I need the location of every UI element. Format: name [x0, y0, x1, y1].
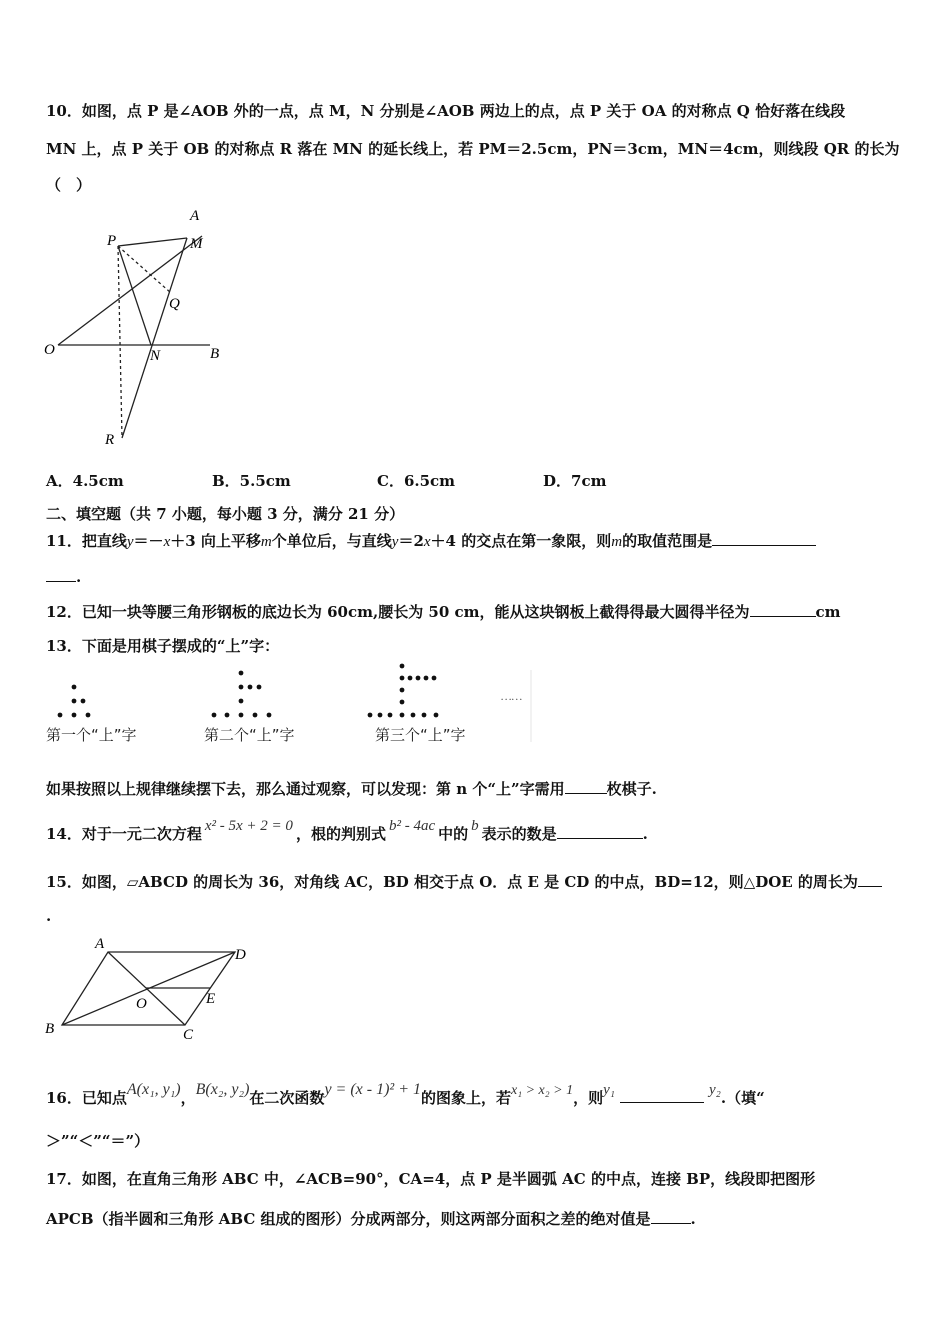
q11-eq1d: ＋3 向上平移: [170, 532, 261, 550]
q17-line1: 17．如图，在直角三角形 ABC 中，∠ACB=90°，CA=4，点 P 是半圆弧 AC 的中点，连接 BP，线段即把图形: [46, 1170, 816, 1188]
q16-y1: y₁: [603, 1082, 615, 1098]
q10-option-d: D．7cm: [543, 472, 607, 490]
q16-condition: x₁ > x₂ > 1: [511, 1083, 574, 1098]
q15-label-E: E: [206, 991, 216, 1007]
q10-label-Q: Q: [169, 296, 180, 312]
q14-discriminant: b² - 4ac: [388, 818, 436, 834]
q13-line: 13．下面是用棋子摆成的“上”字：: [46, 637, 280, 655]
q10-label-P: P: [107, 233, 117, 249]
q11-answer-blank[interactable]: [712, 529, 816, 546]
q15-answer-blank[interactable]: [858, 870, 882, 887]
q10-label-B: B: [210, 346, 220, 362]
q12-text: 12．已知一块等腰三角形钢板的底边长为 60cm,腰长为 50 cm，能从这块钢板上截得得最大圆得半径为: [46, 603, 750, 621]
q13-follow-text: 如果按照以上规律继续摆下去，那么通过观察，可以发现：第 n 个“上”字需用: [46, 780, 565, 798]
q11-line2: [46, 565, 906, 587]
q13-answer-blank[interactable]: [565, 777, 607, 794]
q13-caption-2: 第二个“上”字: [204, 726, 295, 744]
q11-var-m2: m: [611, 534, 623, 550]
q16-mid: 在二次函数: [249, 1089, 325, 1107]
q14-equation: x² - 5x + 2 = 0: [204, 818, 293, 834]
q16-function: y = (x - 1)² + 1: [324, 1081, 422, 1098]
q10-line1: 10．如图，点 P 是∠AOB 外的一点，点 M，N 分别是∠AOB 两边上的点，点 P 关于 OA 的对称点 Q 恰好落在线段: [46, 102, 846, 120]
q11-var-y1: y: [126, 534, 134, 550]
q16-answer-blank[interactable]: [620, 1086, 704, 1103]
q10-label-R: R: [105, 432, 115, 448]
q15-label-D: D: [235, 947, 246, 963]
q10-figure: [30, 200, 240, 450]
q16-point-A: A(x₁, y₁): [126, 1081, 181, 1098]
q10-option-a: A．4.5cm: [46, 472, 124, 490]
q15-figure: [40, 930, 260, 1045]
q16-mid2: 的图象上，若: [421, 1089, 512, 1107]
q11-line1: [46, 529, 906, 552]
q16-fill: .（填“: [720, 1089, 765, 1107]
q11-eq2b: ＝2: [398, 532, 424, 550]
q16-prefix: 16．已知点: [46, 1089, 127, 1107]
q13-caption-1: 第一个“上”字: [46, 726, 137, 744]
q13-ellipsis: ……: [501, 689, 523, 703]
q15-label-O: O: [136, 996, 147, 1012]
q12-line: [46, 600, 906, 622]
q11-answer-blank-cont[interactable]: [46, 565, 76, 582]
q16-then: ，则: [573, 1089, 604, 1107]
q14-answer-blank[interactable]: [557, 822, 643, 839]
q17-text: APCB（指半圆和三角形 ABC 组成的图形）分成两部分，则这两部分面积之差的绝对值是: [46, 1210, 651, 1228]
q14-suffix: 表示的数是: [481, 825, 557, 843]
q11-suffix: 的取值范围是: [622, 532, 713, 550]
q14-mid2: 中的: [438, 825, 469, 843]
q16-point-B: B(x₂, y₂): [195, 1081, 250, 1098]
q11-eq1b: ＝－: [133, 532, 164, 550]
q15-text: 15．如图，▱ABCD 的周长为 36，对角线 AC，BD 相交于点 O．点 E 是 CD 的中点，BD=12，则△DOE 的周长为: [46, 873, 858, 891]
q16-comma: ，: [180, 1089, 196, 1107]
q16-line1: [46, 1081, 906, 1110]
q11-var-m1: m: [260, 534, 272, 550]
q10-label-A: A: [190, 208, 200, 224]
q10-line2: MN 上，点 P 关于 OB 的对称点 R 落在 MN 的延长线上，若 PM＝2.5cm，PN＝3cm，MN＝4cm，则线段 QR 的长为: [46, 140, 900, 158]
q10-label-N: N: [150, 348, 161, 364]
q10-label-O: O: [44, 342, 55, 358]
q17-answer-blank[interactable]: [651, 1207, 691, 1224]
q14-mid: ，根的判别式: [295, 825, 386, 843]
q15-label-B: B: [45, 1021, 55, 1037]
q14-end: .: [642, 825, 648, 843]
q13-follow-end: 枚棋子.: [606, 780, 657, 798]
q15-label-A: A: [95, 936, 105, 952]
q14-prefix: 14．对于一元二次方程: [46, 825, 202, 843]
section-heading: 二、填空题（共 7 小题，每小题 3 分，满分 21 分）: [46, 505, 405, 523]
q16-y2: y₂: [708, 1082, 721, 1098]
q11-eq2d: ＋4 的交点在第一象限，则: [430, 532, 612, 550]
q15-line2: .: [46, 907, 52, 925]
q13-caption-3: 第三个“上”字: [375, 726, 466, 744]
q17-end: .: [690, 1210, 696, 1228]
q10-option-c: C．6.5cm: [377, 472, 456, 490]
q11-var-y2: y: [391, 534, 399, 550]
q14-line: [46, 818, 906, 845]
q11-mid: 个单位后，与直线: [271, 532, 392, 550]
q11-var-x2: x: [423, 534, 431, 550]
q10-option-b: B．5.5cm: [212, 472, 291, 490]
q16-line2: ＞”“＜”“＝”）: [46, 1132, 150, 1150]
q13-figure: [44, 660, 536, 746]
q13-follow: [46, 777, 906, 799]
q11-tail: .: [76, 568, 82, 586]
q15-label-C: C: [183, 1027, 194, 1043]
q10-line3: （ ）: [46, 176, 92, 194]
q15-line1: [46, 870, 906, 892]
q10-label-M: M: [190, 236, 203, 252]
q11-var-x1: x: [163, 534, 171, 550]
q14-b: b: [471, 818, 479, 834]
q11-prefix: 11．把直线: [46, 532, 127, 550]
q17-line2: [46, 1207, 906, 1229]
q12-unit: cm: [815, 603, 841, 621]
q12-answer-blank[interactable]: [750, 600, 816, 617]
